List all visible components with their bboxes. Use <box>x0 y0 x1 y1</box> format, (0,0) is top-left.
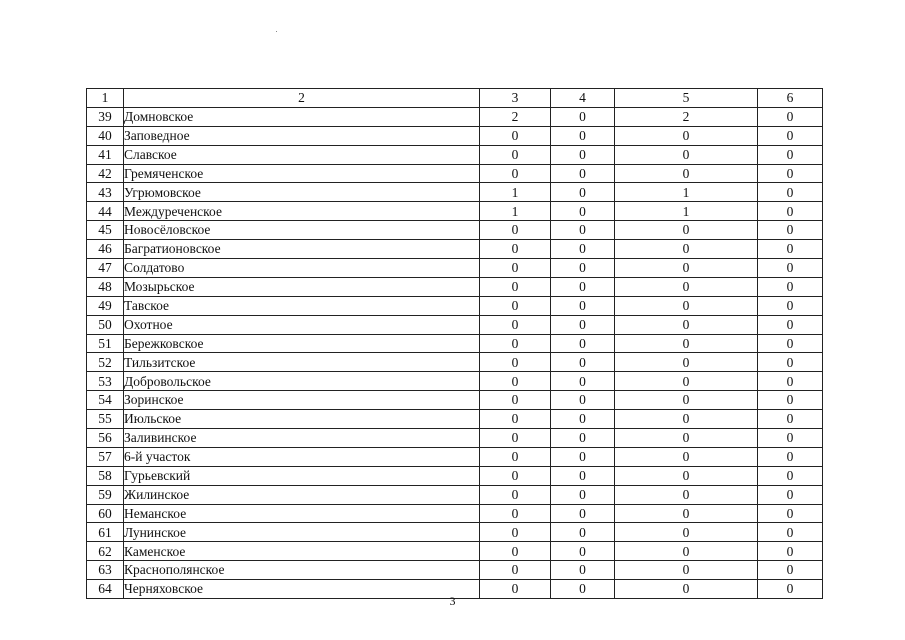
table-row <box>87 466 823 485</box>
value-cell-5: 0 <box>615 391 758 410</box>
value-cell-6: 0 <box>758 221 823 240</box>
value-cell-6: 0 <box>758 410 823 429</box>
row-number-cell: 44 <box>87 202 124 221</box>
row-number-cell: 42 <box>87 164 124 183</box>
value-cell-5: 0 <box>615 126 758 145</box>
settlement-name-cell: Июльское <box>124 410 480 429</box>
header-cell: 2 <box>124 89 480 108</box>
data-table <box>86 88 823 599</box>
table-row <box>87 561 823 580</box>
table-row <box>87 429 823 448</box>
settlement-name-cell: 6-й участок <box>124 447 480 466</box>
table-row <box>87 504 823 523</box>
settlement-name-cell: Угрюмовское <box>124 183 480 202</box>
value-cell-4: 0 <box>551 353 615 372</box>
row-number-cell: 61 <box>87 523 124 542</box>
value-cell-6: 0 <box>758 145 823 164</box>
value-cell-5: 0 <box>615 315 758 334</box>
header-cell: 4 <box>551 89 615 108</box>
value-cell-3: 0 <box>480 221 551 240</box>
value-cell-3: 2 <box>480 107 551 126</box>
page-number: 3 <box>449 594 456 608</box>
settlement-name-cell: Каменское <box>124 542 480 561</box>
value-cell-3: 0 <box>480 429 551 448</box>
row-number-cell: 64 <box>87 580 124 599</box>
value-cell-4: 0 <box>551 485 615 504</box>
value-cell-5: 0 <box>615 240 758 259</box>
value-cell-4: 0 <box>551 145 615 164</box>
value-cell-3: 0 <box>480 353 551 372</box>
settlement-name-cell: Лунинское <box>124 523 480 542</box>
table-row <box>87 447 823 466</box>
value-cell-5: 1 <box>615 183 758 202</box>
value-cell-3: 0 <box>480 523 551 542</box>
table-row <box>87 221 823 240</box>
value-cell-6: 0 <box>758 107 823 126</box>
header-cell: 3 <box>480 89 551 108</box>
row-number-cell: 56 <box>87 429 124 448</box>
value-cell-5: 0 <box>615 447 758 466</box>
value-cell-4: 0 <box>551 164 615 183</box>
settlement-name-cell: Черняховское <box>124 580 480 599</box>
value-cell-3: 1 <box>480 202 551 221</box>
value-cell-5: 0 <box>615 221 758 240</box>
settlement-name-cell: Гремяченское <box>124 164 480 183</box>
table-row <box>87 145 823 164</box>
value-cell-6: 0 <box>758 164 823 183</box>
value-cell-4: 0 <box>551 296 615 315</box>
value-cell-5: 0 <box>615 410 758 429</box>
settlement-name-cell: Краснополянское <box>124 561 480 580</box>
row-number-cell: 46 <box>87 240 124 259</box>
value-cell-4: 0 <box>551 259 615 278</box>
settlement-name-cell: Тильзитское <box>124 353 480 372</box>
settlement-name-cell: Багратионовское <box>124 240 480 259</box>
value-cell-6: 0 <box>758 466 823 485</box>
value-cell-6: 0 <box>758 240 823 259</box>
table-row <box>87 126 823 145</box>
settlement-name-cell: Добровольское <box>124 372 480 391</box>
settlement-name-cell: Новосёловское <box>124 221 480 240</box>
value-cell-4: 0 <box>551 447 615 466</box>
scan-speck <box>276 31 277 32</box>
value-cell-6: 0 <box>758 523 823 542</box>
value-cell-5: 0 <box>615 466 758 485</box>
value-cell-5: 2 <box>615 107 758 126</box>
value-cell-3: 0 <box>480 259 551 278</box>
table-row <box>87 315 823 334</box>
value-cell-5: 0 <box>615 429 758 448</box>
value-cell-3: 0 <box>480 145 551 164</box>
value-cell-5: 0 <box>615 334 758 353</box>
value-cell-3: 0 <box>480 542 551 561</box>
table-row <box>87 372 823 391</box>
value-cell-6: 0 <box>758 183 823 202</box>
header-cell: 1 <box>87 89 124 108</box>
table-header-row <box>87 89 823 108</box>
table-row <box>87 296 823 315</box>
value-cell-6: 0 <box>758 542 823 561</box>
value-cell-6: 0 <box>758 126 823 145</box>
value-cell-4: 0 <box>551 523 615 542</box>
value-cell-4: 0 <box>551 202 615 221</box>
table-row <box>87 259 823 278</box>
row-number-cell: 52 <box>87 353 124 372</box>
value-cell-6: 0 <box>758 485 823 504</box>
settlement-name-cell: Междуреченское <box>124 202 480 221</box>
row-number-cell: 43 <box>87 183 124 202</box>
value-cell-3: 0 <box>480 466 551 485</box>
value-cell-5: 0 <box>615 580 758 599</box>
value-cell-3: 0 <box>480 277 551 296</box>
row-number-cell: 50 <box>87 315 124 334</box>
value-cell-6: 0 <box>758 259 823 278</box>
settlement-name-cell: Тавское <box>124 296 480 315</box>
table-row <box>87 183 823 202</box>
row-number-cell: 58 <box>87 466 124 485</box>
settlement-name-cell: Заливинское <box>124 429 480 448</box>
settlement-name-cell: Славское <box>124 145 480 164</box>
value-cell-3: 0 <box>480 504 551 523</box>
value-cell-3: 1 <box>480 183 551 202</box>
row-number-cell: 48 <box>87 277 124 296</box>
value-cell-6: 0 <box>758 372 823 391</box>
value-cell-6: 0 <box>758 334 823 353</box>
value-cell-5: 1 <box>615 202 758 221</box>
table-row <box>87 107 823 126</box>
value-cell-6: 0 <box>758 391 823 410</box>
table-row <box>87 391 823 410</box>
value-cell-4: 0 <box>551 240 615 259</box>
settlement-name-cell: Зоринское <box>124 391 480 410</box>
settlement-name-cell: Заповедное <box>124 126 480 145</box>
value-cell-6: 0 <box>758 277 823 296</box>
value-cell-5: 0 <box>615 277 758 296</box>
value-cell-4: 0 <box>551 410 615 429</box>
row-number-cell: 60 <box>87 504 124 523</box>
value-cell-4: 0 <box>551 315 615 334</box>
value-cell-3: 0 <box>480 372 551 391</box>
value-cell-3: 0 <box>480 164 551 183</box>
row-number-cell: 41 <box>87 145 124 164</box>
table-row <box>87 164 823 183</box>
value-cell-3: 0 <box>480 126 551 145</box>
value-cell-3: 0 <box>480 485 551 504</box>
value-cell-5: 0 <box>615 296 758 315</box>
value-cell-3: 0 <box>480 315 551 334</box>
value-cell-4: 0 <box>551 542 615 561</box>
value-cell-6: 0 <box>758 202 823 221</box>
table-row <box>87 410 823 429</box>
value-cell-6: 0 <box>758 353 823 372</box>
value-cell-3: 0 <box>480 296 551 315</box>
row-number-cell: 45 <box>87 221 124 240</box>
value-cell-5: 0 <box>615 353 758 372</box>
row-number-cell: 51 <box>87 334 124 353</box>
value-cell-4: 0 <box>551 277 615 296</box>
value-cell-6: 0 <box>758 504 823 523</box>
value-cell-5: 0 <box>615 145 758 164</box>
value-cell-3: 0 <box>480 240 551 259</box>
settlement-name-cell: Жилинское <box>124 485 480 504</box>
table-row <box>87 334 823 353</box>
table-row <box>87 202 823 221</box>
value-cell-6: 0 <box>758 580 823 599</box>
value-cell-4: 0 <box>551 429 615 448</box>
value-cell-4: 0 <box>551 561 615 580</box>
value-cell-4: 0 <box>551 504 615 523</box>
value-cell-6: 0 <box>758 315 823 334</box>
row-number-cell: 40 <box>87 126 124 145</box>
row-number-cell: 63 <box>87 561 124 580</box>
value-cell-6: 0 <box>758 447 823 466</box>
value-cell-4: 0 <box>551 183 615 202</box>
row-number-cell: 47 <box>87 259 124 278</box>
value-cell-5: 0 <box>615 259 758 278</box>
table-row <box>87 277 823 296</box>
value-cell-4: 0 <box>551 221 615 240</box>
row-number-cell: 62 <box>87 542 124 561</box>
value-cell-4: 0 <box>551 580 615 599</box>
row-number-cell: 39 <box>87 107 124 126</box>
value-cell-5: 0 <box>615 542 758 561</box>
settlement-name-cell: Охотное <box>124 315 480 334</box>
value-cell-3: 0 <box>480 580 551 599</box>
row-number-cell: 57 <box>87 447 124 466</box>
header-cell: 6 <box>758 89 823 108</box>
value-cell-3: 0 <box>480 561 551 580</box>
value-cell-4: 0 <box>551 334 615 353</box>
value-cell-3: 0 <box>480 334 551 353</box>
value-cell-4: 0 <box>551 372 615 391</box>
row-number-cell: 54 <box>87 391 124 410</box>
value-cell-4: 0 <box>551 107 615 126</box>
row-number-cell: 55 <box>87 410 124 429</box>
row-number-cell: 49 <box>87 296 124 315</box>
value-cell-4: 0 <box>551 391 615 410</box>
value-cell-5: 0 <box>615 561 758 580</box>
row-number-cell: 59 <box>87 485 124 504</box>
table-row <box>87 485 823 504</box>
value-cell-4: 0 <box>551 466 615 485</box>
value-cell-3: 0 <box>480 447 551 466</box>
value-cell-6: 0 <box>758 429 823 448</box>
settlement-name-cell: Мозырьское <box>124 277 480 296</box>
table-row <box>87 353 823 372</box>
settlement-name-cell: Солдатово <box>124 259 480 278</box>
value-cell-4: 0 <box>551 126 615 145</box>
value-cell-5: 0 <box>615 485 758 504</box>
settlement-name-cell: Неманское <box>124 504 480 523</box>
value-cell-3: 0 <box>480 391 551 410</box>
table-row <box>87 240 823 259</box>
settlement-name-cell: Домновское <box>124 107 480 126</box>
settlement-name-cell: Гурьевский <box>124 466 480 485</box>
value-cell-6: 0 <box>758 561 823 580</box>
value-cell-5: 0 <box>615 523 758 542</box>
value-cell-6: 0 <box>758 296 823 315</box>
value-cell-5: 0 <box>615 504 758 523</box>
value-cell-5: 0 <box>615 372 758 391</box>
value-cell-3: 0 <box>480 410 551 429</box>
table-row <box>87 523 823 542</box>
header-cell: 5 <box>615 89 758 108</box>
value-cell-5: 0 <box>615 164 758 183</box>
table-row <box>87 542 823 561</box>
settlement-name-cell: Бережковское <box>124 334 480 353</box>
row-number-cell: 53 <box>87 372 124 391</box>
